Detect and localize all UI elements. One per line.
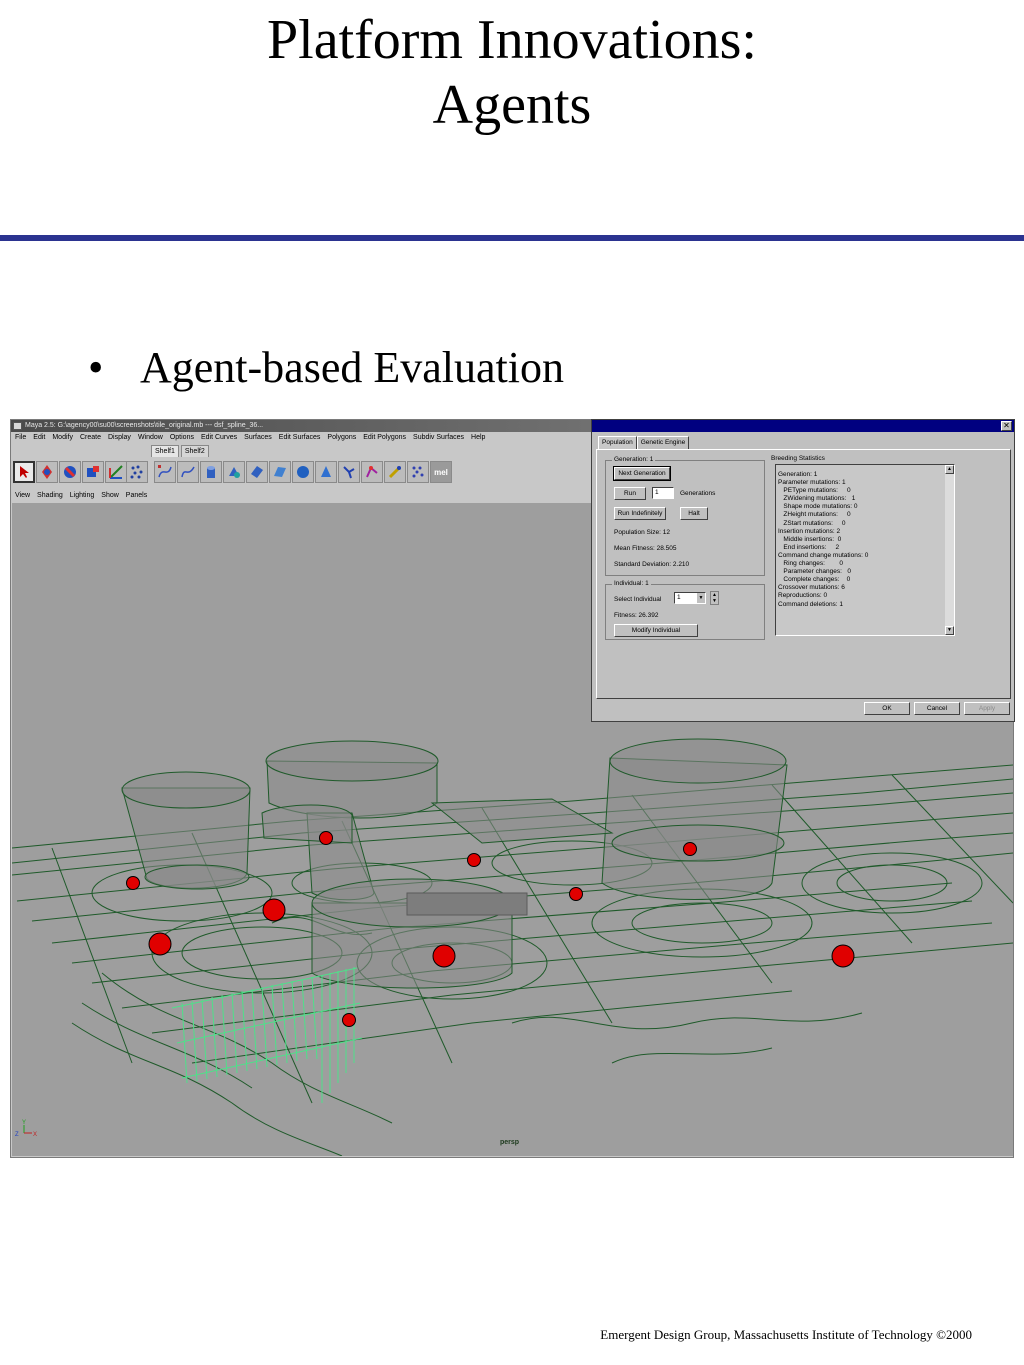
panel-menu-lighting[interactable]: Lighting bbox=[69, 492, 95, 499]
menu-item-help[interactable]: Help bbox=[471, 434, 486, 441]
individual-group-label: Individual: 1 bbox=[614, 580, 649, 587]
breeding-stat-line: ZWidening mutations: 1 bbox=[778, 495, 856, 503]
individual-spinner[interactable]: ▲ ▼ bbox=[710, 591, 719, 605]
next-generation-button[interactable]: Next Generation bbox=[614, 467, 670, 480]
breeding-stat-line: Complete changes: 0 bbox=[778, 576, 851, 584]
particle-icon[interactable] bbox=[126, 461, 148, 483]
joint-icon[interactable] bbox=[338, 461, 360, 483]
individual-fitness: Fitness: 26.392 bbox=[614, 612, 659, 619]
menu-item-edit-polygons[interactable]: Edit Polygons bbox=[363, 434, 407, 441]
breeding-stat-line: ZStart mutations: 0 bbox=[778, 519, 846, 527]
scroll-down-icon[interactable]: ▼ bbox=[945, 626, 954, 635]
menu-item-edit[interactable]: Edit bbox=[33, 434, 46, 441]
panel-menu-view[interactable]: View bbox=[15, 492, 31, 499]
panel-menu-panels[interactable]: Panels bbox=[125, 492, 148, 499]
agent-dot[interactable] bbox=[570, 888, 583, 901]
breeding-stats-lines bbox=[778, 471, 868, 609]
population-size: Population Size: 12 bbox=[614, 529, 671, 536]
scale-icon[interactable] bbox=[82, 461, 104, 483]
standard-deviation: Standard Deviation: 2.210 bbox=[614, 561, 690, 568]
panel-menu-show[interactable]: Show bbox=[101, 492, 119, 499]
agent-dot[interactable] bbox=[433, 945, 455, 967]
breeding-stat-line: Generation: 1 bbox=[778, 471, 818, 478]
dialog-tabs bbox=[598, 436, 689, 449]
bullet-item bbox=[88, 342, 564, 394]
ga-dialog bbox=[591, 419, 1015, 722]
breeding-stat-line: Insertion mutations: 2 bbox=[778, 527, 841, 535]
tab-shelf2[interactable]: Shelf2 bbox=[181, 445, 209, 457]
select-individual-dropdown[interactable] bbox=[674, 592, 706, 604]
maya-title: Maya 2.5: G:\agency00\su00\screenshots\tile_original.mb --- dsf_spline_36... bbox=[25, 422, 264, 429]
menu-item-modify[interactable]: Modify bbox=[52, 434, 73, 441]
select-arrow-icon[interactable] bbox=[13, 461, 35, 483]
dialog-body bbox=[596, 449, 1011, 699]
menu-item-options[interactable]: Options bbox=[169, 434, 194, 441]
bullet-marker: • bbox=[88, 343, 104, 392]
run-button[interactable]: Run bbox=[614, 487, 646, 500]
axis-y-label: Y bbox=[22, 1120, 27, 1126]
revolve-icon[interactable] bbox=[223, 461, 245, 483]
generations-input[interactable]: 1 bbox=[652, 487, 674, 499]
breeding-stats-textarea[interactable] bbox=[775, 464, 955, 636]
axis-gizmo-icon bbox=[15, 1120, 37, 1138]
menu-item-polygons[interactable]: Polygons bbox=[327, 434, 357, 441]
move-icon[interactable] bbox=[36, 461, 58, 483]
generation-group-label: Generation: 1 bbox=[614, 456, 654, 463]
cone-icon[interactable] bbox=[315, 461, 337, 483]
ep-curve-icon[interactable] bbox=[177, 461, 199, 483]
loft-icon[interactable] bbox=[246, 461, 268, 483]
panel-menu-shading[interactable]: Shading bbox=[37, 492, 63, 499]
paint-icon[interactable] bbox=[384, 461, 406, 483]
menu-item-display[interactable]: Display bbox=[107, 434, 131, 441]
halt-button[interactable]: Halt bbox=[680, 507, 708, 520]
dotted-pad bbox=[407, 893, 527, 915]
axis-x-label: X bbox=[33, 1132, 38, 1138]
mean-fitness: Mean Fitness: 28.505 bbox=[614, 545, 677, 552]
slide-title-line1: Platform Innovations: bbox=[267, 9, 757, 71]
run-indefinitely-button[interactable]: Run Indefinitely bbox=[614, 507, 666, 520]
stats-scrollbar[interactable] bbox=[945, 465, 954, 635]
mel-button[interactable]: mel bbox=[430, 461, 452, 483]
shelf-tabs bbox=[151, 445, 211, 457]
manipulator-icon[interactable] bbox=[105, 461, 127, 483]
chevron-down-icon[interactable]: ▼ bbox=[698, 595, 704, 601]
breeding-stat-line: Command change mutations: 0 bbox=[778, 551, 869, 559]
rotate-icon[interactable] bbox=[59, 461, 81, 483]
agent-dot[interactable] bbox=[684, 843, 697, 856]
menu-item-surfaces[interactable]: Surfaces bbox=[244, 434, 272, 441]
ik-handle-icon[interactable] bbox=[361, 461, 383, 483]
title-rule bbox=[0, 235, 1024, 241]
modify-individual-button[interactable]: Modify Individual bbox=[614, 624, 698, 637]
menu-item-subdiv-surfaces[interactable]: Subdiv Surfaces bbox=[413, 434, 465, 441]
select-individual-label: Select Individual bbox=[614, 596, 662, 603]
selected-surface-mesh bbox=[172, 967, 362, 1103]
agent-dot[interactable] bbox=[343, 1014, 356, 1027]
bullet-text: Agent-based Evaluation bbox=[140, 343, 564, 392]
select-individual-value: 1 bbox=[677, 594, 681, 601]
breeding-stats-label: Breeding Statistics bbox=[771, 455, 825, 462]
tab-population[interactable]: Population bbox=[598, 436, 637, 450]
breeding-stat-line: Command deletions: 1 bbox=[778, 600, 844, 608]
sphere-icon[interactable] bbox=[292, 461, 314, 483]
breeding-stat-line: End insertions: 2 bbox=[778, 543, 840, 551]
menu-item-file[interactable]: File bbox=[15, 434, 27, 441]
axis-z-label: Z bbox=[15, 1132, 19, 1138]
tab-genetic-engine[interactable]: Genetic Engine bbox=[637, 436, 689, 449]
cancel-button[interactable]: Cancel bbox=[914, 702, 960, 715]
breeding-stat-line: Crossover mutations: 6 bbox=[778, 584, 845, 592]
agent-dot[interactable] bbox=[127, 877, 140, 890]
viewport-label: persp bbox=[500, 1139, 520, 1146]
breeding-stat-line: Parameter mutations: 1 bbox=[778, 479, 846, 487]
apply-button[interactable]: Apply bbox=[964, 702, 1010, 715]
breeding-stat-line: ZHeight mutations: 0 bbox=[778, 511, 851, 519]
footer-credit: Emergent Design Group, Massachusetts Institute of Technology ©2000 bbox=[600, 1327, 972, 1342]
slide-title-line2: Agents bbox=[432, 74, 592, 136]
maya-system-menu-icon[interactable] bbox=[13, 422, 22, 430]
scroll-up-icon[interactable]: ▲ bbox=[945, 465, 954, 474]
breeding-stat-line: Parameter changes: 0 bbox=[778, 568, 851, 576]
tab-shelf1[interactable]: Shelf1 bbox=[151, 445, 179, 457]
breeding-stat-line: PEType mutations: 0 bbox=[778, 487, 851, 495]
menu-item-create[interactable]: Create bbox=[79, 434, 101, 441]
agent-dot[interactable] bbox=[149, 933, 171, 955]
agent-dot[interactable] bbox=[468, 854, 481, 867]
breeding-stat-line: Reproductions: 0 bbox=[778, 592, 828, 600]
agent-dot[interactable] bbox=[263, 899, 285, 921]
particles-icon[interactable] bbox=[407, 461, 429, 483]
agent-dot[interactable] bbox=[320, 832, 333, 845]
breeding-stat-line: Ring changes: 0 bbox=[778, 560, 844, 568]
close-icon[interactable]: ✕ bbox=[1001, 421, 1012, 431]
ok-button[interactable]: OK bbox=[864, 702, 910, 715]
cv-curve-icon[interactable] bbox=[154, 461, 176, 483]
individual-group bbox=[605, 580, 765, 640]
planar-icon[interactable] bbox=[269, 461, 291, 483]
generation-group bbox=[605, 456, 765, 576]
menu-item-edit-surfaces[interactable]: Edit Surfaces bbox=[278, 434, 321, 441]
generations-label: Generations bbox=[680, 490, 716, 497]
agent-dot[interactable] bbox=[832, 945, 854, 967]
breeding-stat-line: Shape mode mutations: 0 bbox=[778, 503, 858, 511]
menu-item-window[interactable]: Window bbox=[137, 434, 163, 441]
building-volumes bbox=[122, 739, 787, 988]
dialog-titlebar bbox=[592, 420, 1014, 432]
breeding-stat-line: Middle insertions: 0 bbox=[778, 535, 842, 543]
cylinder-icon[interactable] bbox=[200, 461, 222, 483]
slide-title bbox=[0, 8, 1024, 138]
menu-item-edit-curves[interactable]: Edit Curves bbox=[200, 434, 238, 441]
